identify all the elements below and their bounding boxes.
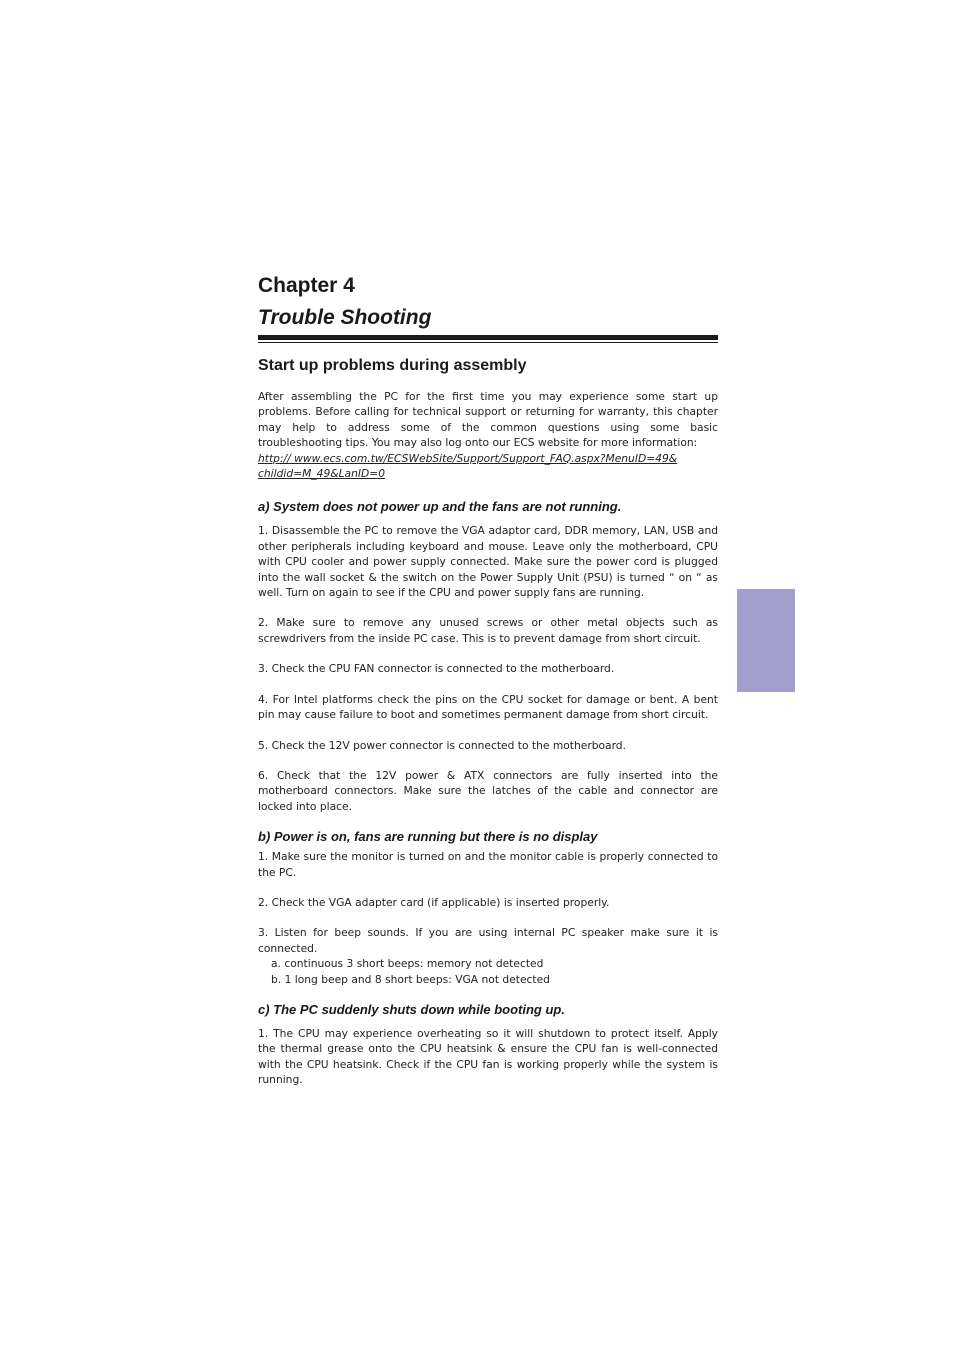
section-a-item-2: 2. Make sure to remove any unused screws or other metal objects such as screwdrivers from the inside PC case. This is to prevent damage from short circuit. [258, 616, 718, 645]
section-b-item-3: 3. Listen for beep sounds. If you are using internal PC speaker make sure it is connected. [258, 926, 718, 955]
section-a-item-5: 5. Check the 12V power connector is connected to the motherboard. [258, 738, 626, 752]
intro-text: After assembling the PC for the first time you may experience some start up problems. Before calling for technical support or returning for warranty, this chapter may help to address some of the common questions using some basic troubleshooting tips. You may also log onto our ECS website for more information: [258, 390, 718, 450]
section-b-subitem-b: b. 1 long beep and 8 short beeps: VGA not detected [271, 972, 550, 986]
section-a-heading: a) System does not power up and the fans are not running. [258, 499, 622, 515]
title-rule-thick [258, 335, 718, 340]
section-b-heading: b) Power is on, fans are running but there is no display [258, 829, 598, 845]
section-a-item-4: 4. For Intel platforms check the pins on the CPU socket for damage or bent. A bent pin may cause failure to boot and sometimes permanent damage from short circuit. [258, 692, 718, 722]
section-b-item-1: 1. Make sure the monitor is turned on and the monitor cable is properly connected to the PC. [258, 850, 718, 879]
chapter-label: Chapter 4 [258, 274, 355, 297]
faq-link-line1[interactable]: http:// www.ecs.com.tw/ECSWebSite/Support/Support_FAQ.aspx?MenuID=49& [258, 451, 678, 465]
faq-link-line2[interactable]: childid=M_49&LanID=0 [258, 467, 385, 481]
title-rule-thin [258, 342, 718, 343]
section-a-item-1: 1. Disassemble the PC to remove the VGA adaptor card, DDR memory, LAN, USB and other peripherals including keyboard and mouse. Leave only the motherboard, CPU with CPU cooler and power supply connected. Make sure the power cord is plugged into the wall socket & the switch on the Power Supply Unit (PSU) is turned “ on “ as well. Turn on again to see if the CPU and power supply fans are running. [258, 524, 718, 600]
section-b-item-2: 2. Check the VGA adapter card (if applicable) is inserted properly. [258, 895, 610, 909]
section-c-heading: c) The PC suddenly shuts down while booting up. [258, 1001, 565, 1017]
section-b-subitem-a: a. continuous 3 short beeps: memory not detected [271, 957, 544, 971]
page-content [258, 272, 718, 1088]
section-a-item-6: 6. Check that the 12V power & ATX connectors are fully inserted into the motherboard connectors. Make sure the latches of the cable and connector are locked into place. [258, 768, 718, 813]
section-c-item-1: 1. The CPU may experience overheating so it will shutdown to protect itself. Apply the thermal grease onto the CPU heatsink & ensure the CPU fan is well-connected with the CPU heatsink. Check if the CPU fan is working properly while the system is running. [258, 1026, 718, 1087]
intro-paragraph [258, 389, 718, 481]
chapter-title: Trouble Shooting [258, 306, 432, 329]
section-heading: Start up problems during assembly [258, 357, 527, 374]
section-a-item-3: 3. Check the CPU FAN connector is connected to the motherboard. [258, 662, 615, 676]
chapter-side-tab [737, 589, 795, 692]
